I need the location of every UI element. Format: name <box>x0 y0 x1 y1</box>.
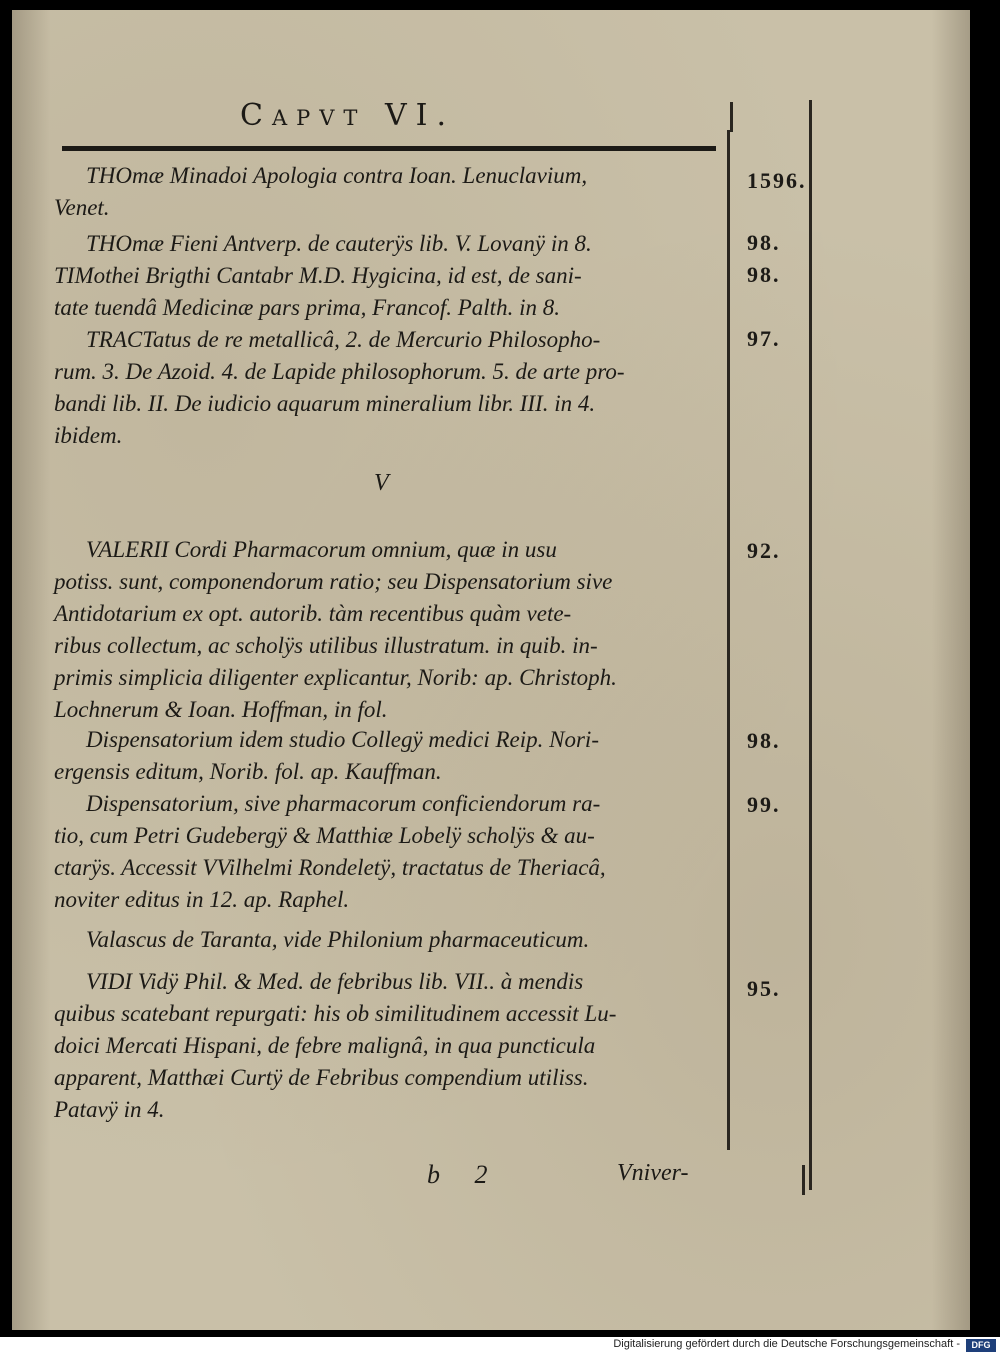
entry-line: Lochnerum & Ioan. Hoffman, in fol. <box>54 697 388 722</box>
entry-line: rum. 3. De Azoid. 4. de Lapide philosophorum. 5. de arte pro- <box>54 359 625 384</box>
entry-line: quibus scatebant repurgati: his ob similitudinem accessit Lu- <box>54 1001 617 1026</box>
entry-year: 98. <box>747 230 781 255</box>
entry-line: potiss. sunt, componendorum ratio; seu Dispensatorium sive <box>54 569 613 594</box>
entry-year: 95. <box>747 976 781 1001</box>
entry-line: Antidotarium ex opt. autorib. tàm recentibus quàm vete- <box>54 601 572 626</box>
entry-year: 98. <box>747 728 781 753</box>
entry-line: THOmæ Minadoi Apologia contra Ioan. Lenuclavium, <box>86 163 588 188</box>
entry-dispensatorium-sive <box>54 788 722 916</box>
entry-line: Dispensatorium, sive pharmacorum conficiendorum ra- <box>86 791 601 816</box>
entry-line: ctarÿs. Accessit VVilhelmi Rondeletÿ, tractatus de Theriacâ, <box>54 855 606 880</box>
entry-tractatus <box>54 324 722 452</box>
entry-year: 92. <box>747 538 781 563</box>
entry-line: apparent, Matthæi Curtÿ de Febribus compendium utiliss. <box>54 1065 589 1090</box>
entry-line: tate tuendâ Medicinæ pars prima, Francof. Palth. in 8. <box>54 295 560 320</box>
entry-line: primis simplicia diligenter explicantur, Norib: ap. Christoph. <box>54 665 617 690</box>
entry-thomas-minadoi <box>54 160 722 224</box>
entry-line: Valascus de Taranta, vide Philonium pharmaceuticum. <box>86 927 590 952</box>
entry-year: 98. <box>747 262 781 287</box>
book-page <box>12 10 970 1330</box>
entry-valascus <box>54 924 722 956</box>
margin-tick <box>730 102 733 132</box>
footer-bar <box>0 1337 1000 1355</box>
entry-line: Venet. <box>54 195 110 220</box>
signature-mark: b 2 <box>427 1160 502 1189</box>
entry-line: doici Mercati Hispani, de febre malignâ, in qua puncticula <box>54 1033 596 1058</box>
entry-year: 97. <box>747 326 781 351</box>
entry-line: Dispensatorium idem studio Collegÿ medici Reip. Nori- <box>86 727 599 752</box>
page-header: Capvt VI. <box>240 98 456 133</box>
entry-line: tio, cum Petri Gudebergÿ & Matthiæ Lobelÿ scholÿs & au- <box>54 823 595 848</box>
footer-credit: Digitalisierung gefördert durch die Deutsche Forschungsgemeinschaft - <box>613 1338 960 1350</box>
header-rule <box>62 146 716 151</box>
entry-valerii-cordi <box>54 534 722 726</box>
entry-vidi-vidii <box>54 966 722 1126</box>
entry-line: VALERII Cordi Pharmacorum omnium, quæ in usu <box>86 537 557 562</box>
entry-timothei-brigthi <box>54 260 722 324</box>
section-letter: V <box>374 470 389 496</box>
entry-line: noviter editus in 12. ap. Raphel. <box>54 887 350 912</box>
entry-line: VIDI Vidÿ Phil. & Med. de febribus lib. VII.. à mendis <box>86 969 584 994</box>
entry-dispensatorium-idem <box>54 724 722 788</box>
margin-tick <box>802 1165 805 1195</box>
entry-thomas-fieni <box>54 228 722 260</box>
dfg-logo[interactable]: DFG <box>966 1339 996 1352</box>
entry-line: ibidem. <box>54 423 123 448</box>
entry-line: bandi lib. II. De iudicio aquarum mineralium libr. III. in 4. <box>54 391 596 416</box>
entry-line: ribus collectum, ac scholÿs utilibus illustratum. in quib. in- <box>54 633 598 658</box>
entry-line: THOmæ Fieni Antverp. de cauterÿs lib. V. Lovanÿ in 8. <box>86 231 592 256</box>
entry-year: 99. <box>747 792 781 817</box>
entry-line: TIMothei Brigthi Cantabr M.D. Hygicina, id est, de sani- <box>54 263 582 288</box>
outer-margin-rule <box>809 100 812 1190</box>
entry-line: TRACTatus de re metallicâ, 2. de Mercurio Philosopho- <box>86 327 601 352</box>
catchword: Vniver- <box>617 1160 689 1186</box>
entry-year: 1596. <box>747 168 807 193</box>
entry-line: ergensis editum, Norib. fol. ap. Kauffman. <box>54 759 442 784</box>
entry-line: Patavÿ in 4. <box>54 1097 165 1122</box>
year-column-rule <box>727 130 730 1150</box>
